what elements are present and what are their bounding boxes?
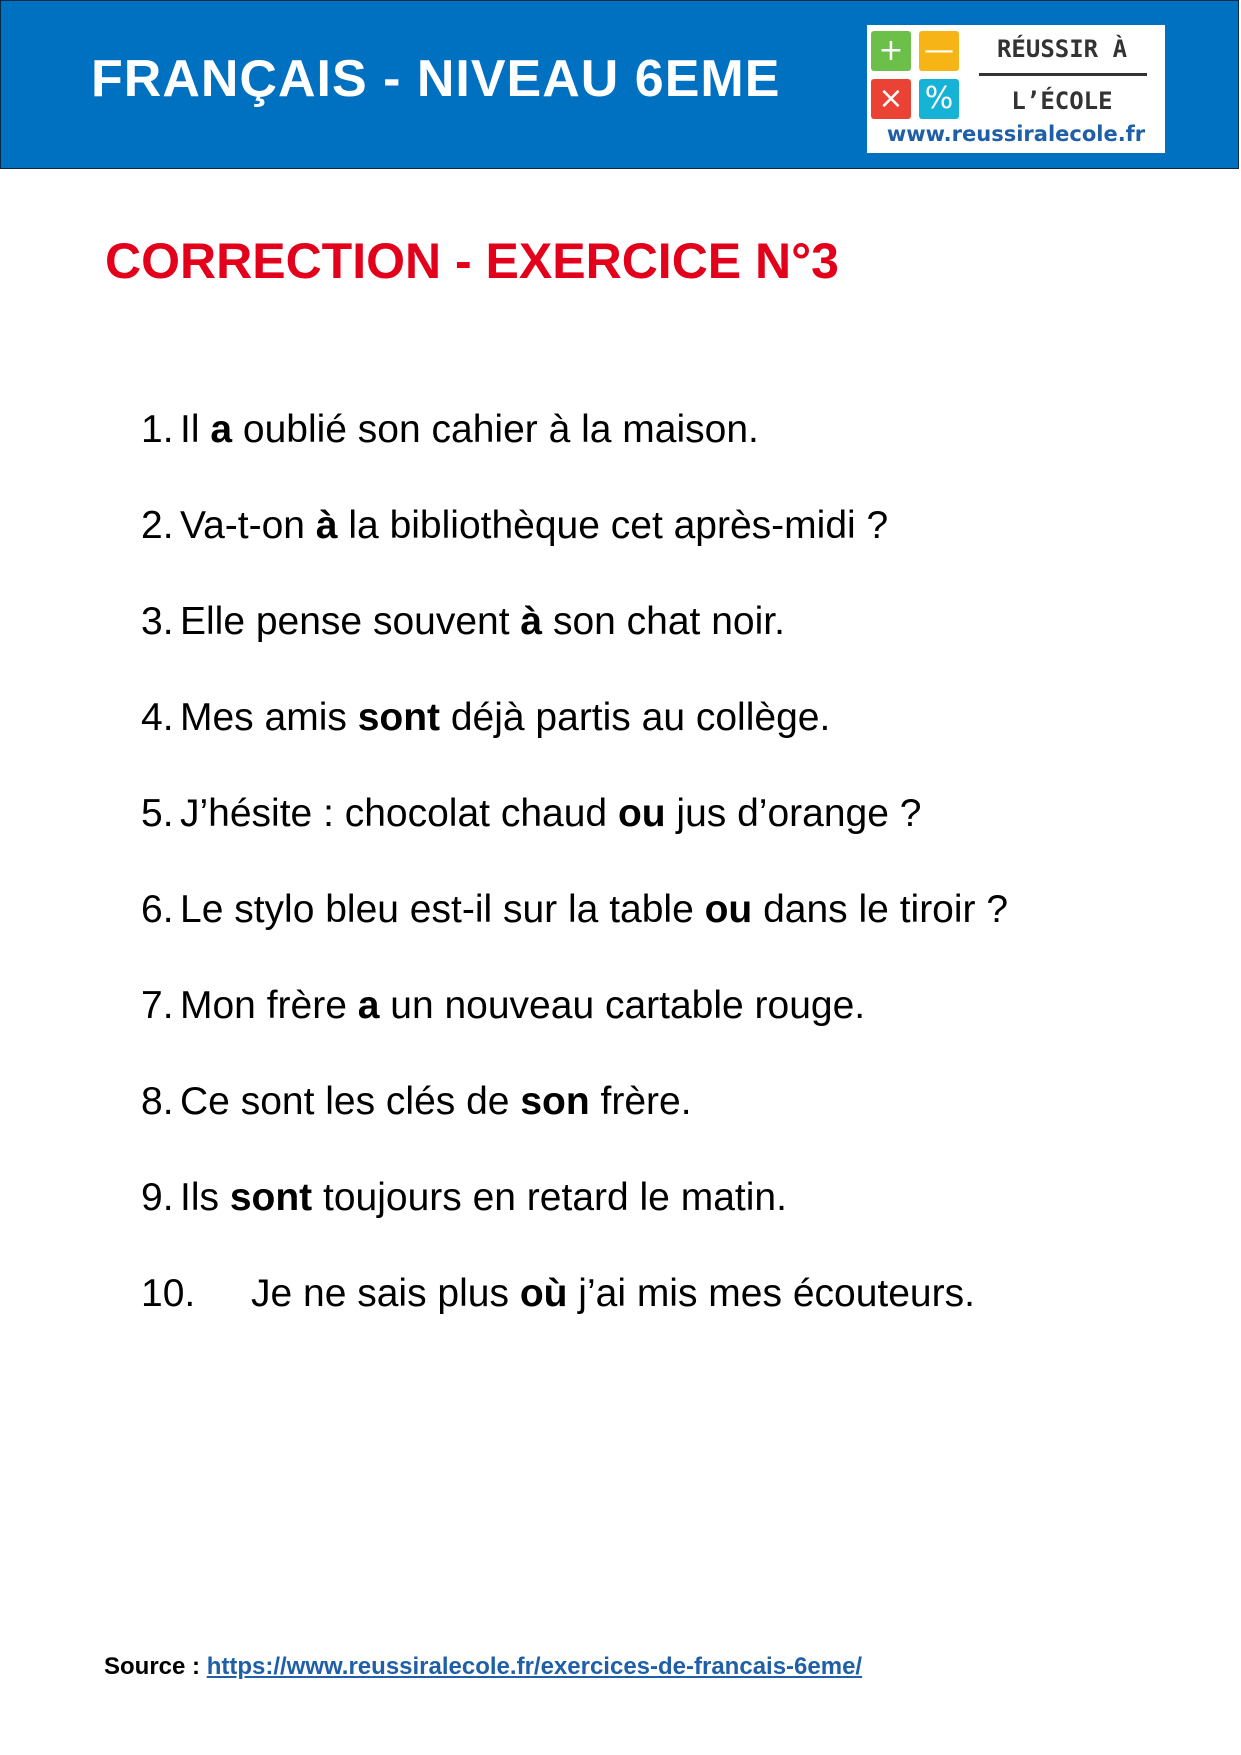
- item-number: 8.: [141, 1080, 174, 1123]
- plus-icon: +: [871, 31, 911, 71]
- item-text-after: toujours en retard le matin.: [312, 1176, 787, 1219]
- item-answer: à: [315, 504, 338, 547]
- item-number: 4.: [141, 696, 174, 739]
- item-number: 6.: [141, 888, 174, 931]
- list-item: [141, 1264, 1008, 1360]
- item-text-before: Mon frère: [180, 984, 358, 1027]
- item-text-before: Va-t-on: [180, 504, 316, 547]
- site-logo: [867, 25, 1165, 153]
- item-answer: son: [520, 1080, 590, 1123]
- list-item: [141, 784, 1008, 880]
- list-item: [141, 976, 1008, 1072]
- item-text-after: j’ai mis mes écouteurs.: [567, 1272, 975, 1315]
- percent-icon: %: [919, 79, 959, 119]
- item-number: 2.: [141, 504, 174, 547]
- item-answer: ou: [704, 888, 753, 931]
- item-text-before: Je ne sais plus: [251, 1272, 520, 1315]
- item-text-after: déjà partis au collège.: [440, 696, 831, 739]
- answer-list: [141, 400, 1008, 1360]
- minus-icon: —: [919, 31, 959, 71]
- list-item: [141, 1168, 1008, 1264]
- source-label: Source :: [104, 1653, 207, 1680]
- item-answer: a: [357, 984, 380, 1027]
- item-text-before: Ils: [180, 1176, 230, 1219]
- item-number: 1.: [141, 408, 174, 451]
- logo-text-line2: L’ÉCOLE: [1011, 87, 1113, 115]
- item-text-after: jus d’orange ?: [665, 792, 922, 835]
- list-item: [141, 688, 1008, 784]
- logo-text-line1: RÉUSSIR À: [996, 35, 1128, 63]
- item-number: 3.: [141, 600, 174, 643]
- item-text-before: Le stylo bleu est-il sur la table: [180, 888, 705, 931]
- item-text-after: frère.: [589, 1080, 692, 1123]
- source-link[interactable]: https://www.reussiralecole.fr/exercices-de-francais-6eme/: [206, 1653, 863, 1680]
- list-item: [141, 592, 1008, 688]
- item-text-after: un nouveau cartable rouge.: [379, 984, 866, 1027]
- item-text-before: Ce sont les clés de: [180, 1080, 521, 1123]
- item-answer: à: [520, 600, 543, 643]
- page-title: CORRECTION - EXERCICE N°3: [105, 233, 839, 289]
- item-answer: sont: [357, 696, 441, 739]
- item-answer: ou: [617, 792, 666, 835]
- header-banner: [0, 0, 1239, 169]
- item-answer: où: [519, 1272, 568, 1315]
- logo-url: www.reussiralecole.fr: [886, 122, 1146, 146]
- list-item: [141, 1072, 1008, 1168]
- item-number: 7.: [141, 984, 174, 1027]
- item-number: 10.: [141, 1272, 196, 1315]
- item-answer: sont: [229, 1176, 313, 1219]
- item-text-after: dans le tiroir ?: [752, 888, 1009, 931]
- logo-divider: [979, 73, 1147, 76]
- list-item: [141, 496, 1008, 592]
- list-item: [141, 880, 1008, 976]
- multiply-icon: ×: [871, 79, 911, 119]
- list-item: [141, 400, 1008, 496]
- item-number: 5.: [141, 792, 174, 835]
- header-title: FRANÇAIS - NIVEAU 6EME: [91, 50, 781, 108]
- item-number: 9.: [141, 1176, 174, 1219]
- source-footer: [104, 1653, 862, 1681]
- item-text-before: Il: [180, 408, 211, 451]
- item-answer: a: [210, 408, 233, 451]
- item-text-before: Elle pense souvent: [180, 600, 521, 643]
- item-text-after: oublié son cahier à la maison.: [232, 408, 759, 451]
- item-text-after: la bibliothèque cet après-midi ?: [337, 504, 889, 547]
- item-text-before: Mes amis: [180, 696, 358, 739]
- item-text-before: J’hésite : chocolat chaud: [180, 792, 618, 835]
- item-text-after: son chat noir.: [542, 600, 785, 643]
